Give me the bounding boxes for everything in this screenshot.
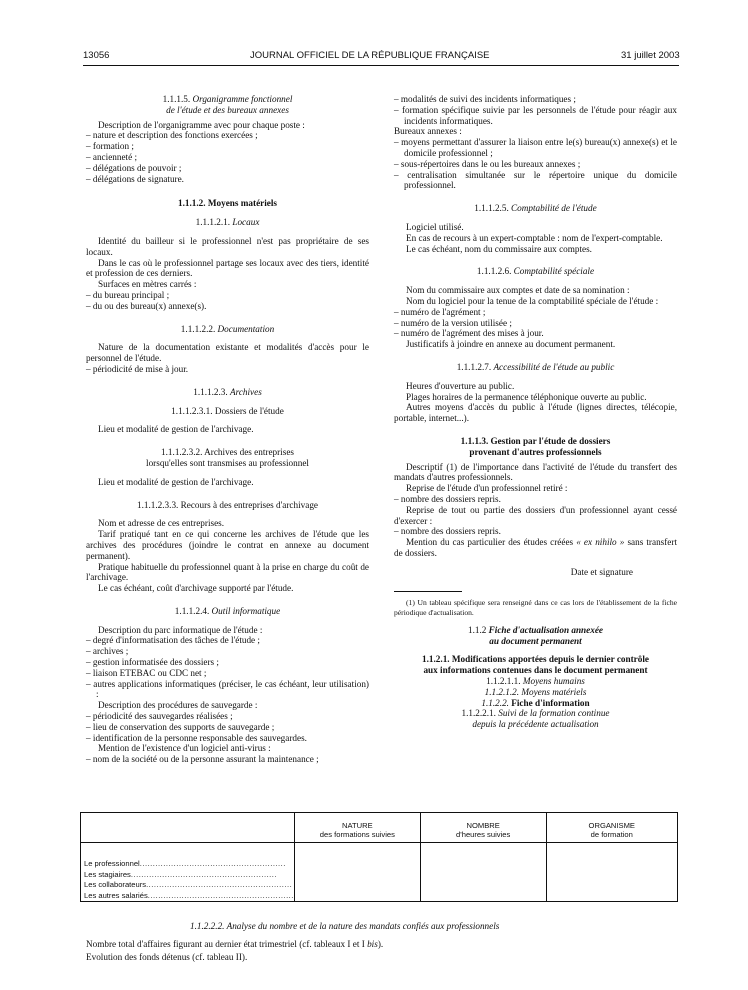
table-row-labels bbox=[81, 813, 295, 902]
section-heading-cont: depuis la précédente actualisation bbox=[472, 719, 599, 730]
paragraph: Nature de la documentation existante et modalités d'accès pour le personnel de l'étude. bbox=[86, 342, 369, 364]
header-rule bbox=[83, 65, 679, 66]
paragraph: Le cas échéant, coût d'archivage supporté par l'étude. bbox=[98, 583, 294, 594]
column-header: NOMBRE d'heures suivies bbox=[420, 813, 546, 902]
paragraph: Nom du commissaire aux comptes et date de sa nomination : bbox=[406, 285, 630, 296]
section-heading: 1.1.1.2.2. Documentation bbox=[180, 323, 275, 334]
paragraph: Le cas échéant, nom du commissaire aux comptes. bbox=[406, 243, 592, 254]
paragraph: Reprise de l'étude d'un professionnel retiré : bbox=[406, 483, 568, 494]
section-heading: 1.1.2 Fiche d'actualisation annexée bbox=[467, 624, 603, 635]
list-item: – périodicité des sauvegardes réalisées ; bbox=[86, 711, 233, 722]
paragraph: Nom du logiciel pour la tenue de la comptabilité spéciale de l'étude : bbox=[406, 295, 659, 306]
list-item: – numéro de l'agrément des mises à jour. bbox=[394, 328, 544, 339]
row-label: Les autres salariés........................................................ bbox=[84, 890, 294, 900]
list-item: – autres applications informatiques (préciser, le cas échéant, leur utilisation) : bbox=[86, 678, 369, 700]
list-item: – sous-répertoires dans le ou les bureaux annexes ; bbox=[394, 158, 581, 169]
column-header: NATURE des formations suivies bbox=[294, 813, 420, 902]
section-heading: 1.1.1.3. Gestion par l'étude de dossiers bbox=[460, 435, 611, 446]
list-item: – du ou des bureau(x) annexe(s). bbox=[86, 300, 207, 311]
list-item: – moyens permettant d'assurer la liaison entre le(s) bureau(x) annexe(s) et le domicile professionnel ; bbox=[394, 137, 677, 158]
list-item: – modalités de suivi des incidents informatiques ; bbox=[394, 94, 576, 104]
section-heading: 1.1.1.2.1. Locaux bbox=[195, 217, 260, 228]
paragraph: En cas de recours à un expert-comptable : nom de l'expert-comptable. bbox=[406, 232, 663, 243]
list-item: – délégations de pouvoir ; bbox=[86, 162, 182, 173]
row-label: Les collaborateurs........................................................ bbox=[84, 880, 293, 889]
section-heading-cont: lorsqu'elles sont transmises au professionnel bbox=[146, 457, 309, 468]
paragraph: Reprise de tout ou partie des dossiers d'un professionnel ayant cessé d'exercer : bbox=[394, 504, 677, 526]
list-item: – périodicité de mise à jour. bbox=[86, 363, 189, 374]
paragraph: Bureaux annexes : bbox=[394, 126, 462, 137]
section-heading: 1.1.1.2.5. Comptabilité de l'étude bbox=[474, 203, 597, 214]
list-item: – ancienneté ; bbox=[86, 151, 138, 162]
section-heading-cont: au document permanent bbox=[489, 635, 582, 646]
left-column bbox=[86, 94, 369, 765]
list-item: – lieu de conservation des supports de sauvegarde ; bbox=[86, 721, 275, 732]
list-item: – liaison ETEBAC ou CDC net ; bbox=[86, 667, 207, 678]
section-heading-cont: aux informations contenues dans le document permanent bbox=[423, 665, 648, 676]
paragraph: Dans le cas où le professionnel partage ses locaux avec des tiers, identité et profession de ces derniers. bbox=[86, 257, 369, 279]
section-heading: 1.1.1.2. Moyens matériels bbox=[178, 198, 277, 209]
paragraph: Logiciel utilisé. bbox=[406, 221, 464, 232]
issue-date: 31 juillet 2003 bbox=[621, 50, 680, 61]
paragraph: Pratique habituelle du professionnel quant à la prise en charge du coût de l'archivage. bbox=[86, 561, 369, 583]
section-heading: 1.1.1.2.4. Outil informatique bbox=[174, 605, 281, 616]
section-heading: 1.1.2.1.2. Moyens matériels bbox=[484, 686, 587, 697]
list-item: – degré d'informatisation des tâches de l'étude ; bbox=[86, 635, 260, 646]
paragraph: Mention du cas particulier des études créées « ex nihilo » sans transfert de dossiers. bbox=[394, 537, 677, 558]
paragraph: Identité du bailleur si le professionnel n'est pas propriétaire de ses locaux. bbox=[86, 235, 369, 257]
list-item: – nature et description des fonctions exercées ; bbox=[86, 130, 258, 141]
journal-title: JOURNAL OFFICIEL DE LA RÉPUBLIQUE FRANÇAISE bbox=[250, 50, 490, 61]
training-table bbox=[80, 812, 678, 902]
paragraph: Description de l'organigramme avec pour chaque poste : bbox=[98, 119, 305, 130]
list-item: – nombre des dossiers repris. bbox=[394, 526, 501, 537]
column-header: ORGANISME de formation bbox=[546, 813, 677, 902]
section-heading: 1.1.2.1.1. Moyens humains bbox=[486, 676, 585, 687]
list-item: – archives ; bbox=[86, 646, 129, 657]
row-label: Le professionnel........................................................ bbox=[84, 859, 286, 868]
paragraph: Heures d'ouverture au public. bbox=[406, 380, 515, 391]
paragraph: Evolution des fonds détenus (cf. tableau II). bbox=[86, 952, 248, 962]
section-heading: 1.1.1.2.3.1. Dossiers de l'étude bbox=[171, 405, 284, 416]
section-heading: 1.1.1.2.7. Accessibilité de l'étude au public bbox=[456, 361, 615, 372]
paragraph: Tarif pratiqué tant en ce qui concerne les archives de l'étude que les archives des procédures (joindre le contrat en annexe au document permanent). bbox=[86, 529, 369, 561]
paragraph: Descriptif (1) de l'importance dans l'activité de l'étude du transfert des mandats d'autres professionnels. bbox=[394, 461, 677, 483]
list-item: – délégations de signature. bbox=[86, 173, 184, 184]
list-item: – centralisation simultanée sur le répertoire unique du domicile professionnel. bbox=[394, 169, 677, 191]
section-heading: 1.1.1.5. Organigramme fonctionnel bbox=[162, 94, 293, 104]
section-heading: 1.1.1.2.3. Archives bbox=[193, 386, 262, 397]
signature-line: Date et signature bbox=[570, 566, 633, 577]
footnote-rule bbox=[394, 591, 462, 592]
list-item: – numéro de l'agrément ; bbox=[394, 306, 486, 317]
section-heading: 1.1.2.2.2. Analyse du nombre et de la nature des mandats confiés aux professionnels bbox=[190, 921, 500, 931]
paragraph: Description du parc informatique de l'étude : bbox=[98, 624, 263, 635]
table-row bbox=[81, 813, 678, 902]
footnote: (1) Un tableau spécifique sera renseigné dans ce cas lors de l'établissement de la fiche périodique d'actualisation. bbox=[394, 598, 677, 617]
section-heading: 1.1.2.2.1. Suivi de la formation continue bbox=[461, 708, 610, 719]
paragraph: Plages horaires de la permanence téléphonique ouverte au public. bbox=[406, 391, 647, 402]
right-column bbox=[394, 94, 677, 730]
list-item: – formation ; bbox=[86, 141, 134, 152]
list-item: – identification de la personne responsable des sauvegardes. bbox=[86, 732, 307, 743]
section-heading: 1.1.1.2.6. Comptabilité spéciale bbox=[476, 266, 595, 277]
section-heading-cont: provenant d'autres professionnels bbox=[469, 446, 602, 457]
paragraph: Surfaces en mètres carrés : bbox=[98, 279, 197, 290]
list-item: – nom de la société ou de la personne assurant la maintenance ; bbox=[86, 754, 319, 765]
section-heading: 1.1.1.2.3.3. Recours à des entreprises d'archivage bbox=[136, 499, 318, 510]
section-heading-cont: de l'étude et des bureaux annexes bbox=[166, 104, 289, 115]
paragraph: Lieu et modalité de gestion de l'archivage. bbox=[98, 476, 254, 487]
list-item: – gestion informatisée des dossiers ; bbox=[86, 657, 219, 668]
section-heading: 1.1.1.2.3.2. Archives des entreprises bbox=[161, 447, 294, 458]
section-heading: 1.1.2.1. Modifications apportées depuis le dernier contrôle bbox=[422, 654, 649, 665]
page-number: 13056 bbox=[83, 50, 110, 61]
paragraph: Lieu et modalité de gestion de l'archivage. bbox=[98, 424, 254, 435]
paragraph: Nom et adresse de ces entreprises. bbox=[98, 518, 225, 529]
list-item: – du bureau principal ; bbox=[86, 289, 170, 300]
table-header-rule bbox=[80, 842, 678, 843]
row-label: Les stagiaires........................................................ bbox=[84, 869, 278, 879]
list-item: – formation spécifique suivie par les personnels de l'étude pour réagir aux incidents informatiques. bbox=[394, 104, 677, 126]
paragraph: Autres moyens d'accès du public à l'étude (lignes directes, télécopie, portable, internet...). bbox=[394, 402, 677, 424]
list bbox=[86, 130, 369, 184]
section-heading: 1.1.2.2. Fiche d'information bbox=[481, 697, 590, 708]
paragraph: Nombre total d'affaires figurant au dernier état trimestriel (cf. tableaux I et I bis). bbox=[86, 939, 384, 949]
list-item: – numéro de la version utilisée ; bbox=[394, 317, 512, 328]
paragraph: Mention de l'existence d'un logiciel anti-virus : bbox=[98, 743, 271, 754]
paragraph: Description des procédures de sauvegarde : bbox=[98, 700, 258, 711]
paragraph: Justificatifs à joindre en annexe au document permanent. bbox=[406, 339, 616, 350]
list-item: – nombre des dossiers repris. bbox=[394, 493, 501, 504]
